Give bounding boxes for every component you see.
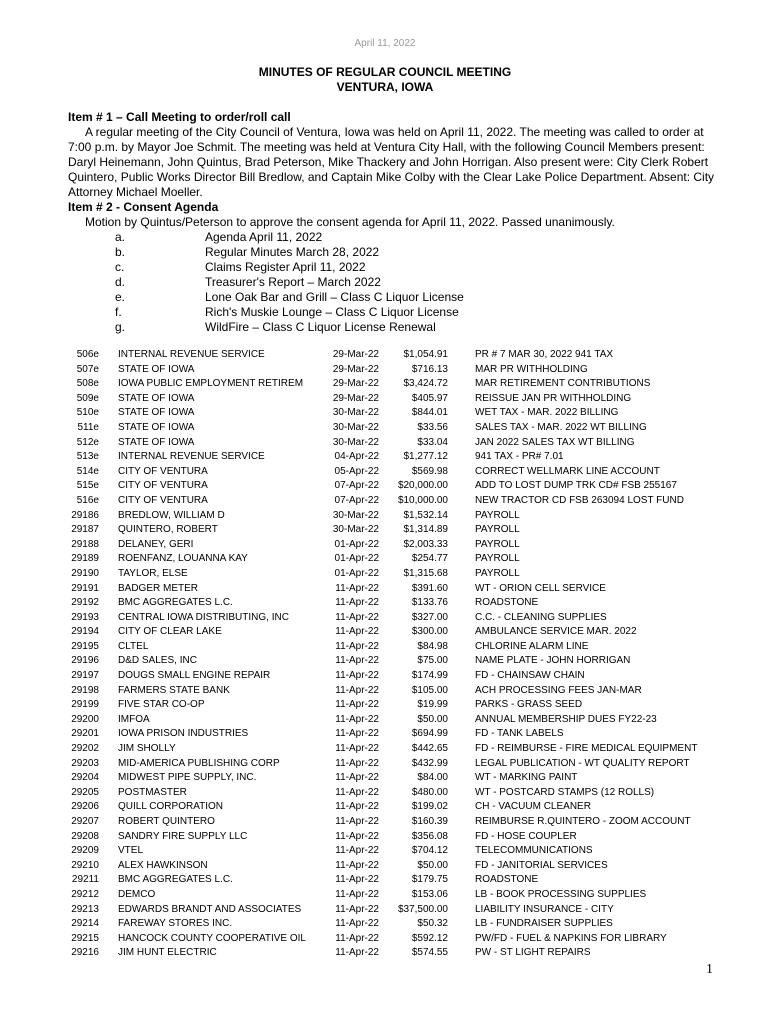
claim-description: LB - FUNDRAISER SUPPLIES xyxy=(475,918,613,930)
claim-vendor: IOWA PUBLIC EMPLOYMENT RETIREM xyxy=(118,378,304,390)
claims-register-table xyxy=(68,348,718,961)
table-row xyxy=(68,567,718,582)
claim-number: 29203 xyxy=(71,757,99,769)
consent-item-letter: f. xyxy=(115,305,122,319)
claim-number: 29198 xyxy=(71,684,99,696)
claim-date: 11-Apr-22 xyxy=(335,713,379,725)
table-row xyxy=(68,815,718,830)
claim-number: 29204 xyxy=(71,772,99,784)
claim-vendor: ROBERT QUINTERO xyxy=(118,816,215,827)
consent-item xyxy=(68,290,718,305)
table-row xyxy=(68,363,718,378)
claim-date: 11-Apr-22 xyxy=(335,757,379,769)
claim-description: PAYROLL xyxy=(475,524,520,536)
table-row xyxy=(68,771,718,786)
claim-number: 507e xyxy=(76,363,99,375)
consent-item-letter: d. xyxy=(115,275,126,289)
table-row xyxy=(68,552,718,567)
claim-amount: $153.06 xyxy=(411,888,448,900)
table-row xyxy=(68,713,718,728)
claim-description: FD - CHAINSAW CHAIN xyxy=(475,670,585,682)
claim-amount: $391.60 xyxy=(411,582,448,594)
claim-date: 11-Apr-22 xyxy=(335,626,379,638)
claim-vendor: BREDLOW, WILLIAM D xyxy=(118,509,225,521)
claim-date: 30-Mar-22 xyxy=(332,407,379,419)
table-row xyxy=(68,523,718,538)
claim-number: 511e xyxy=(77,421,99,433)
page-number: 1 xyxy=(706,962,713,977)
claim-amount: $50.00 xyxy=(417,859,448,871)
claim-number: 29202 xyxy=(71,743,99,755)
claim-amount: $592.12 xyxy=(411,932,448,944)
claim-amount: $105.00 xyxy=(411,684,448,696)
claim-number: 29209 xyxy=(71,845,99,857)
table-row xyxy=(68,450,718,465)
claim-date: 11-Apr-22 xyxy=(335,830,379,842)
table-row xyxy=(68,669,718,684)
claim-vendor: JIM HUNT ELECTRIC xyxy=(118,947,217,959)
table-row xyxy=(68,509,718,524)
consent-item-text: Claims Register April 11, 2022 xyxy=(205,260,366,274)
claim-description: ROADSTONE xyxy=(475,874,539,886)
table-row xyxy=(68,538,718,553)
claim-vendor: CLTEL xyxy=(118,640,149,652)
claim-vendor: STATE OF IOWA xyxy=(118,421,195,433)
claim-vendor: INTERNAL REVENUE SERVICE xyxy=(118,349,265,360)
claim-number: 514e xyxy=(76,465,99,477)
claim-amount: $300.00 xyxy=(411,626,448,638)
consent-item-letter: c. xyxy=(115,260,125,274)
claim-amount: $694.99 xyxy=(411,728,448,740)
claim-date: 30-Mar-22 xyxy=(332,509,379,521)
claim-amount: $704.12 xyxy=(411,845,448,857)
claim-vendor: FIVE STAR CO-OP xyxy=(118,699,205,711)
claim-amount: $33.56 xyxy=(417,421,448,433)
claim-amount: $33.04 xyxy=(417,436,448,448)
claim-description: WET TAX - MAR. 2022 BILLING xyxy=(475,407,619,419)
consent-item xyxy=(68,230,718,245)
claim-number: 509e xyxy=(76,392,99,404)
claim-number: 29208 xyxy=(71,830,99,842)
claim-description: REIMBURSE R.QUINTERO - ZOOM ACCOUNT xyxy=(475,816,691,827)
consent-item-text: Lone Oak Bar and Grill – Class C Liquor License xyxy=(205,290,464,304)
claim-description: FD - REIMBURSE - FIRE MEDICAL EQUIPMENT xyxy=(475,743,698,755)
claim-number: 506e xyxy=(76,349,99,360)
claim-vendor: TAYLOR, ELSE xyxy=(118,567,188,579)
claim-date: 11-Apr-22 xyxy=(335,903,379,915)
table-row xyxy=(68,377,718,392)
claim-number: 29194 xyxy=(71,626,99,638)
item2-paragraph: Motion by Quintus/Peterson to approve the consent agenda for April 11, 2022. Passed unanimously. xyxy=(85,215,615,229)
table-row xyxy=(68,465,718,480)
claim-number: 29199 xyxy=(71,699,99,711)
claim-vendor: ALEX HAWKINSON xyxy=(118,859,208,871)
claim-number: 29197 xyxy=(71,670,99,682)
claim-description: PW - ST LIGHT REPAIRS xyxy=(475,947,591,959)
claim-date: 11-Apr-22 xyxy=(335,932,379,944)
table-row xyxy=(68,903,718,918)
claim-date: 01-Apr-22 xyxy=(334,567,379,579)
claim-description: SALES TAX - MAR. 2022 WT BILLING xyxy=(475,421,647,433)
table-row xyxy=(68,392,718,407)
claim-description: CORRECT WELLMARK LINE ACCOUNT xyxy=(475,465,660,477)
claim-amount: $160.39 xyxy=(411,816,448,827)
claim-vendor: BMC AGGREGATES L.C. xyxy=(118,874,233,886)
consent-item-letter: e. xyxy=(115,290,126,304)
claim-description: MAR PR WITHHOLDING xyxy=(475,363,588,375)
claim-amount: $133.76 xyxy=(411,597,448,609)
table-row xyxy=(68,596,718,611)
claim-amount: $2,003.33 xyxy=(403,538,448,550)
claim-number: 29206 xyxy=(71,801,99,813)
claim-date: 11-Apr-22 xyxy=(335,743,379,755)
claim-description: ANNUAL MEMBERSHIP DUES FY22-23 xyxy=(475,713,657,725)
claim-amount: $174.99 xyxy=(411,670,448,682)
claim-description: NEW TRACTOR CD FSB 263094 LOST FUND xyxy=(475,494,684,506)
consent-item-letter: g. xyxy=(115,320,126,334)
claim-vendor: BADGER METER xyxy=(118,582,199,594)
claim-number: 29215 xyxy=(71,932,99,944)
claim-date: 11-Apr-22 xyxy=(335,684,379,696)
claim-amount: $84.00 xyxy=(417,772,448,784)
claim-number: 29205 xyxy=(71,786,99,798)
claim-date: 11-Apr-22 xyxy=(335,582,379,594)
claim-date: 11-Apr-22 xyxy=(335,670,379,682)
claim-amount: $356.08 xyxy=(411,830,448,842)
claim-vendor: VTEL xyxy=(118,845,144,857)
table-row xyxy=(68,479,718,494)
claim-description: WT - POSTCARD STAMPS (12 ROLLS) xyxy=(475,786,655,798)
claim-vendor: FARMERS STATE BANK xyxy=(118,684,230,696)
claim-description: MAR RETIREMENT CONTRIBUTIONS xyxy=(475,378,651,390)
table-row xyxy=(68,888,718,903)
claim-description: ADD TO LOST DUMP TRK CD# FSB 255167 xyxy=(475,480,677,492)
claim-number: 29201 xyxy=(71,728,99,740)
claim-vendor: FAREWAY STORES INC. xyxy=(118,918,233,930)
claim-number: 29211 xyxy=(71,874,99,886)
consent-item-letter: a. xyxy=(115,230,126,244)
claim-number: 508e xyxy=(76,378,99,390)
claim-number: 515e xyxy=(76,480,99,492)
claim-number: 29216 xyxy=(71,947,99,959)
document-subtitle: VENTURA, IOWA xyxy=(336,80,434,94)
claim-number: 29186 xyxy=(71,509,99,521)
claim-description: PAYROLL xyxy=(475,509,520,521)
claim-amount: $844.01 xyxy=(411,407,448,419)
table-row xyxy=(68,830,718,845)
claim-amount: $179.75 xyxy=(411,874,448,886)
claim-amount: $1,277.12 xyxy=(403,451,448,463)
claim-amount: $37,500.00 xyxy=(397,903,448,915)
claim-description: CH - VACUUM CLEANER xyxy=(475,801,591,813)
claim-date: 11-Apr-22 xyxy=(335,888,379,900)
claim-vendor: STATE OF IOWA xyxy=(118,363,195,375)
consent-agenda-list xyxy=(68,230,718,335)
table-row xyxy=(68,698,718,713)
claim-number: 516e xyxy=(76,494,99,506)
consent-item-text: Agenda April 11, 2022 xyxy=(205,230,323,244)
claim-vendor: CENTRAL IOWA DISTRIBUTING, INC xyxy=(118,611,289,623)
claim-date: 11-Apr-22 xyxy=(335,816,379,827)
claim-number: 29189 xyxy=(71,553,99,565)
table-row xyxy=(68,625,718,640)
claim-number: 29213 xyxy=(71,903,99,915)
claim-description: WT - MARKING PAINT xyxy=(475,772,578,784)
claim-amount: $3,424.72 xyxy=(403,378,448,390)
table-row xyxy=(68,757,718,772)
claim-vendor: STATE OF IOWA xyxy=(118,392,195,404)
claim-description: JAN 2022 SALES TAX WT BILLING xyxy=(475,436,635,448)
claim-description: WT - ORION CELL SERVICE xyxy=(475,582,606,594)
table-row xyxy=(68,800,718,815)
claim-description: FD - HOSE COUPLER xyxy=(475,830,577,842)
claim-vendor: INTERNAL REVENUE SERVICE xyxy=(118,451,265,463)
claim-amount: $50.32 xyxy=(417,918,448,930)
claim-vendor: IOWA PRISON INDUSTRIES xyxy=(118,728,249,740)
minutes-body xyxy=(68,110,718,335)
claim-description: PAYROLL xyxy=(475,538,520,550)
consent-item-text: Rich's Muskie Lounge – Class C Liquor License xyxy=(205,305,459,319)
claim-amount: $574.55 xyxy=(411,947,448,959)
claim-amount: $19.99 xyxy=(417,699,448,711)
claim-description: FD - JANITORIAL SERVICES xyxy=(475,859,608,871)
item1-paragraph: A regular meeting of the City Council of Ventura, Iowa was held on April 11, 2022. The meeting was called to order at 7:00 p.m. by Mayor Joe Schmit. The meeting was held at Ventura City Hall, with the following Council Members present: Daryl Heinemann, John Quintus, Brad Peterson, Mike Thackery and John Horrigan. Also present were: City Clerk Robert Quintero, Public Works Director Bill Bredlow, and Captain Mike Colby with the Clear Lake Police Department. Absent: City Attorney Michael Moeller. xyxy=(68,125,715,199)
claim-amount: $50.00 xyxy=(417,713,448,725)
claim-date: 11-Apr-22 xyxy=(335,845,379,857)
claim-date: 01-Apr-22 xyxy=(334,553,379,565)
table-row xyxy=(68,654,718,669)
claim-vendor: D&D SALES, INC xyxy=(118,655,197,667)
claim-date: 30-Mar-22 xyxy=(332,436,379,448)
table-row xyxy=(68,786,718,801)
claim-number: 29214 xyxy=(71,918,99,930)
item1-heading: Item # 1 – Call Meeting to order/roll call xyxy=(68,110,291,124)
claim-vendor: ROENFANZ, LOUANNA KAY xyxy=(118,553,248,565)
table-row xyxy=(68,859,718,874)
claim-vendor: DOUGS SMALL ENGINE REPAIR xyxy=(118,670,271,682)
claim-date: 01-Apr-22 xyxy=(334,538,379,550)
claim-description: FD - TANK LABELS xyxy=(475,728,564,740)
claim-date: 11-Apr-22 xyxy=(335,801,379,813)
claim-vendor: MIDWEST PIPE SUPPLY, INC. xyxy=(118,772,257,784)
item2-heading: Item # 2 - Consent Agenda xyxy=(68,200,219,214)
claim-amount: $569.98 xyxy=(411,465,448,477)
claim-vendor: BMC AGGREGATES L.C. xyxy=(118,597,233,609)
claim-date: 30-Mar-22 xyxy=(332,524,379,536)
claim-vendor: JIM SHOLLY xyxy=(118,743,176,755)
claim-vendor: CITY OF VENTURA xyxy=(118,465,208,477)
claim-vendor: CITY OF VENTURA xyxy=(118,494,208,506)
claim-number: 29193 xyxy=(71,611,99,623)
claim-number: 29190 xyxy=(71,567,99,579)
claim-number: 29195 xyxy=(71,640,99,652)
claim-description: C.C. - CLEANING SUPPLIES xyxy=(475,611,607,623)
claim-date: 04-Apr-22 xyxy=(334,451,379,463)
table-row xyxy=(68,640,718,655)
claim-description: PARKS - GRASS SEED xyxy=(475,699,583,711)
claim-number: 29191 xyxy=(71,582,99,594)
claim-description: ACH PROCESSING FEES JAN-MAR xyxy=(475,684,642,696)
table-row xyxy=(68,582,718,597)
claim-description: TELECOMMUNICATIONS xyxy=(475,845,593,857)
claim-number: 29207 xyxy=(71,816,99,827)
claim-amount: $716.13 xyxy=(411,363,448,375)
claim-vendor: CITY OF CLEAR LAKE xyxy=(118,626,222,638)
claim-amount: $10,000.00 xyxy=(397,494,448,506)
claim-number: 510e xyxy=(76,407,99,419)
claim-date: 30-Mar-22 xyxy=(332,421,379,433)
table-row xyxy=(68,421,718,436)
claim-description: CHLORINE ALARM LINE xyxy=(475,640,589,652)
header-date: April 11, 2022 xyxy=(354,38,416,49)
claim-date: 07-Apr-22 xyxy=(334,480,379,492)
consent-item xyxy=(68,260,718,275)
table-row xyxy=(68,494,718,509)
claim-description: 941 TAX - PR# 7.01 xyxy=(475,451,564,463)
table-row xyxy=(68,742,718,757)
claim-number: 29200 xyxy=(71,713,99,725)
claim-description: AMBULANCE SERVICE MAR. 2022 xyxy=(475,626,637,638)
claim-description: LIABILITY INSURANCE - CITY xyxy=(475,903,614,915)
claim-vendor: DELANEY, GERI xyxy=(118,538,194,550)
claim-description: PR # 7 MAR 30, 2022 941 TAX xyxy=(475,349,614,360)
table-row xyxy=(68,727,718,742)
claim-vendor: SANDRY FIRE SUPPLY LLC xyxy=(118,830,248,842)
claim-date: 11-Apr-22 xyxy=(335,699,379,711)
claim-vendor: IMFOA xyxy=(118,713,150,725)
table-row xyxy=(68,684,718,699)
claim-date: 11-Apr-22 xyxy=(335,859,379,871)
claim-vendor: STATE OF IOWA xyxy=(118,407,195,419)
claim-date: 05-Apr-22 xyxy=(334,465,379,477)
claim-number: 29188 xyxy=(71,538,99,550)
claim-amount: $432.99 xyxy=(411,757,448,769)
claim-amount: $405.97 xyxy=(411,392,448,404)
claim-description: LB - BOOK PROCESSING SUPPLIES xyxy=(475,888,647,900)
claim-date: 29-Mar-22 xyxy=(332,378,379,390)
claim-date: 29-Mar-22 xyxy=(332,349,379,360)
table-row xyxy=(68,917,718,932)
claim-amount: $327.00 xyxy=(411,611,448,623)
consent-item-text: Regular Minutes March 28, 2022 xyxy=(205,245,380,259)
claim-description: PAYROLL xyxy=(475,567,520,579)
claim-date: 11-Apr-22 xyxy=(335,611,379,623)
table-row xyxy=(68,946,718,961)
claim-amount: $1,315.68 xyxy=(403,567,448,579)
claim-amount: $84.98 xyxy=(417,640,448,652)
claim-description: LEGAL PUBLICATION - WT QUALITY REPORT xyxy=(475,757,690,769)
claim-amount: $254.77 xyxy=(411,553,448,565)
claim-date: 11-Apr-22 xyxy=(335,597,379,609)
claim-date: 29-Mar-22 xyxy=(332,363,379,375)
consent-item-text: WildFire – Class C Liquor License Renewal xyxy=(205,320,436,334)
claim-amount: $199.02 xyxy=(411,801,448,813)
claim-vendor: QUINTERO, ROBERT xyxy=(118,524,218,536)
claim-amount: $480.00 xyxy=(411,786,448,798)
table-row xyxy=(68,406,718,421)
claim-description: PW/FD - FUEL & NAPKINS FOR LIBRARY xyxy=(475,932,667,944)
claim-amount: $1,314.89 xyxy=(403,524,448,536)
claim-number: 29210 xyxy=(71,859,99,871)
claim-date: 11-Apr-22 xyxy=(335,728,379,740)
claim-date: 11-Apr-22 xyxy=(335,655,379,667)
table-row xyxy=(68,436,718,451)
claim-number: 29187 xyxy=(71,524,99,536)
consent-item xyxy=(68,320,718,335)
claim-number: 512e xyxy=(76,436,99,448)
claim-amount: $20,000.00 xyxy=(397,480,448,492)
consent-item xyxy=(68,245,718,260)
claim-number: 513e xyxy=(76,451,99,463)
claim-date: 11-Apr-22 xyxy=(335,640,379,652)
claim-date: 07-Apr-22 xyxy=(334,494,379,506)
claim-vendor: DEMCO xyxy=(118,888,156,900)
claim-date: 11-Apr-22 xyxy=(335,947,379,959)
table-row xyxy=(68,611,718,626)
claim-amount: $1,054.91 xyxy=(403,349,448,360)
claim-vendor: QUILL CORPORATION xyxy=(118,801,224,813)
claim-number: 29196 xyxy=(71,655,99,667)
claim-description: PAYROLL xyxy=(475,553,520,565)
claim-vendor: CITY OF VENTURA xyxy=(118,480,208,492)
consent-item xyxy=(68,305,718,320)
claim-description: NAME PLATE - JOHN HORRIGAN xyxy=(475,655,631,667)
claim-vendor: MID-AMERICA PUBLISHING CORP xyxy=(118,757,280,769)
table-row xyxy=(68,873,718,888)
claim-date: 11-Apr-22 xyxy=(335,874,379,886)
consent-item-text: Treasurer's Report – March 2022 xyxy=(205,275,381,289)
claim-number: 29212 xyxy=(71,888,99,900)
claim-date: 11-Apr-22 xyxy=(335,786,379,798)
claim-vendor: HANCOCK COUNTY COOPERATIVE OIL xyxy=(118,932,306,944)
consent-item-letter: b. xyxy=(115,245,126,259)
consent-item xyxy=(68,275,718,290)
claim-amount: $442.65 xyxy=(411,743,448,755)
claim-date: 29-Mar-22 xyxy=(332,392,379,404)
table-row xyxy=(68,932,718,947)
claim-vendor: STATE OF IOWA xyxy=(118,436,195,448)
claim-vendor: EDWARDS BRANDT AND ASSOCIATES xyxy=(118,903,302,915)
claim-date: 11-Apr-22 xyxy=(335,918,379,930)
claim-description: REISSUE JAN PR WITHHOLDING xyxy=(475,392,632,404)
claim-description: ROADSTONE xyxy=(475,597,539,609)
claim-date: 11-Apr-22 xyxy=(335,772,379,784)
claim-amount: $75.00 xyxy=(417,655,448,667)
claim-number: 29192 xyxy=(71,597,99,609)
table-row xyxy=(68,348,718,363)
document-title: MINUTES OF REGULAR COUNCIL MEETING xyxy=(258,65,512,79)
claim-vendor: POSTMASTER xyxy=(118,786,187,798)
claim-amount: $1,532.14 xyxy=(403,509,448,521)
table-row xyxy=(68,844,718,859)
